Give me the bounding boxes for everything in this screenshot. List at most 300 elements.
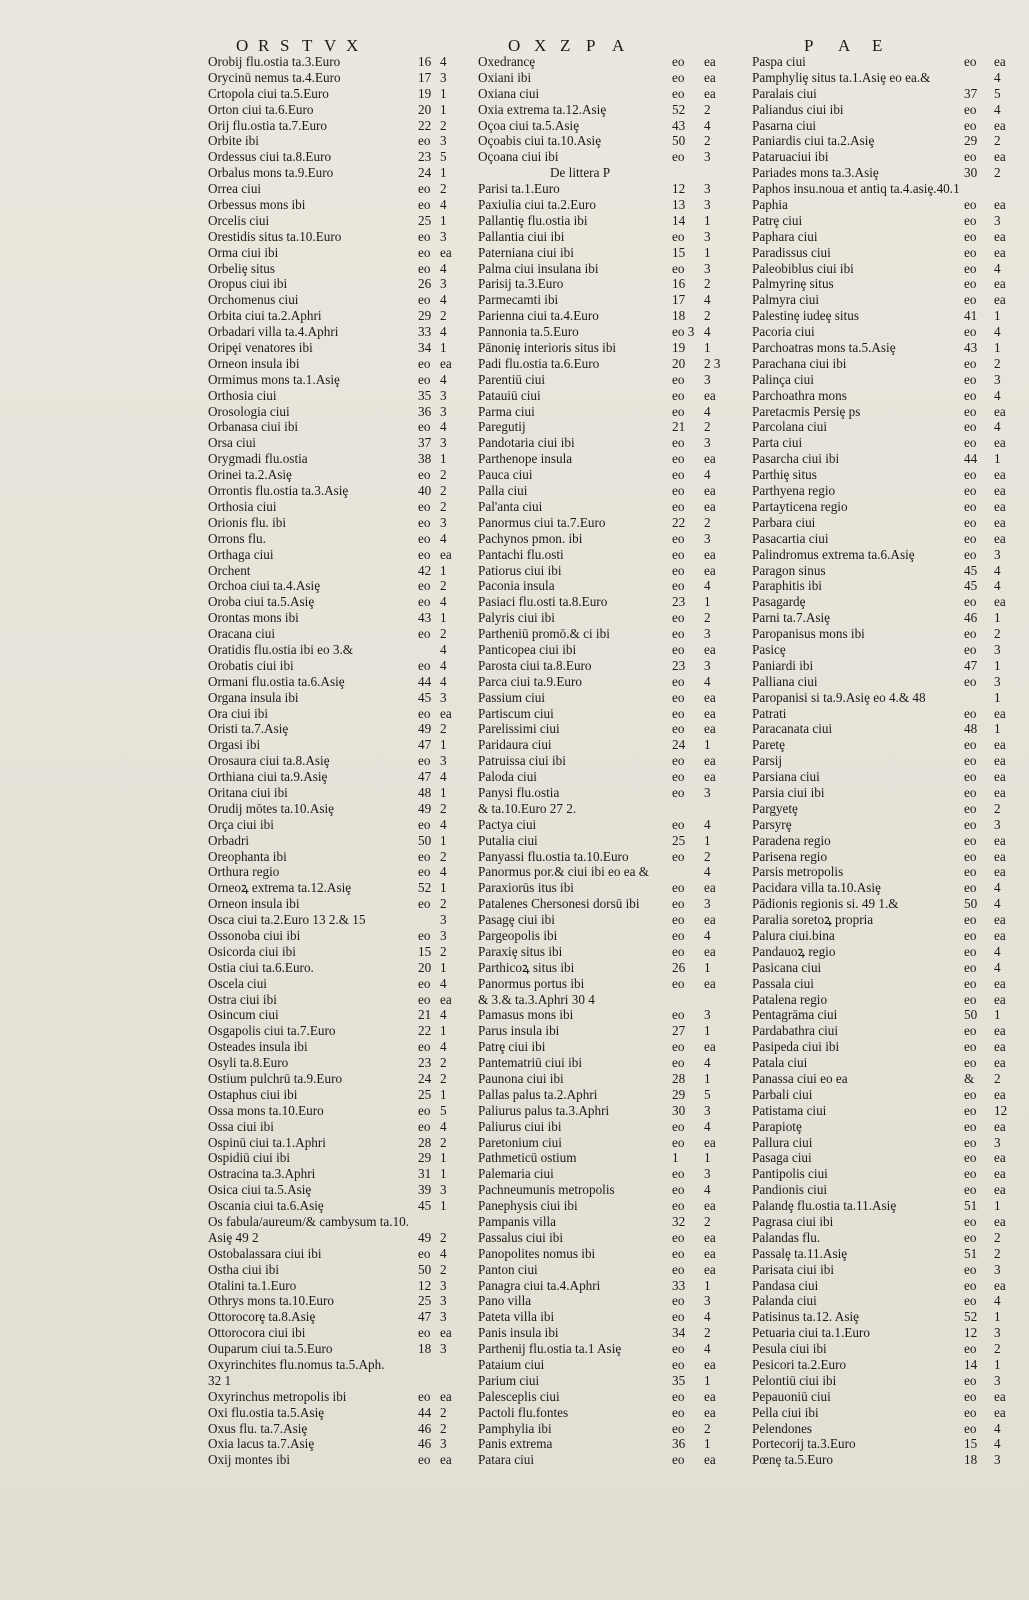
entry-section: 2 — [704, 101, 711, 117]
entry-page: eo — [672, 641, 685, 657]
entry-name: Oxiana ciui — [478, 85, 540, 101]
entry-name: Parchoatras mons ta.5.Asiȩ — [752, 340, 896, 356]
entry-name: Orton ciui ta.6.Euro — [208, 101, 314, 117]
entry-name: Osgapolis ciui ta.7.Euro — [208, 1023, 336, 1039]
entry-section: 4 — [440, 673, 447, 689]
entry-section: ea — [994, 912, 1006, 928]
entry-section: ea — [704, 721, 716, 737]
entry-name: Orudij mōtes ta.10.Asiȩ — [208, 800, 334, 816]
entry-page: 28 — [418, 1134, 432, 1150]
entry-section: 1 — [704, 1372, 711, 1388]
entry-name: Ouparum ciui ta.5.Euro — [208, 1341, 333, 1357]
entry-name: Pathmeticū ostium — [478, 1150, 577, 1166]
entry-section: 4 — [994, 419, 1001, 435]
entry-page: eo — [964, 467, 977, 483]
entry-name: Pactya ciui — [478, 816, 537, 832]
entry-page: 45 — [418, 689, 432, 705]
entry-section: 2 — [704, 419, 711, 435]
entry-section: 1 — [704, 1150, 711, 1166]
entry-name: Paspa ciui — [752, 54, 806, 69]
entry-name: Parcolana ciui — [752, 419, 828, 435]
entry-page: eo — [964, 673, 977, 689]
entry-page: eo — [964, 753, 977, 769]
entry-section: 3 — [994, 371, 1001, 387]
entry-name: Parthenope insula — [478, 451, 573, 467]
entry-page: 50 — [964, 1007, 978, 1023]
entry-section: 3 — [994, 1325, 1001, 1341]
entry-section: ea — [704, 1245, 716, 1261]
entry-page: eo — [964, 514, 977, 530]
entry-page: 14 — [672, 212, 686, 228]
entry-page: eo — [672, 54, 685, 69]
entry-section: 2 — [440, 943, 447, 959]
entry-section: ea — [994, 1086, 1006, 1102]
entry-name: Oçoa ciui ta.5.Asiȩ — [478, 117, 580, 133]
entry-page: eo — [672, 927, 685, 943]
entry-section: ea — [440, 1452, 452, 1468]
entry-name: Parsyrȩ — [752, 816, 792, 832]
entry-page: eo — [418, 816, 431, 832]
entry-name: Paropanisi si ta.9.Asiȩ eo 4.& 48 — [752, 689, 926, 705]
entry-page: eo — [964, 1214, 977, 1230]
entry-name: Parsij — [752, 753, 783, 769]
entry-name: Parthiȩ situs — [752, 467, 817, 483]
entry-name: Pasacartia ciui — [752, 530, 829, 546]
entry-page: eo — [672, 69, 685, 85]
entry-name: Oxyrinchus metropolis ibi — [208, 1388, 347, 1404]
entry-section: 4 — [704, 1055, 711, 1071]
entry-section: ea — [704, 641, 716, 657]
entry-page: eo — [672, 705, 685, 721]
entry-section: 3 — [704, 149, 711, 165]
header-letter: T — [302, 36, 313, 55]
entry-section: 1 — [994, 689, 1001, 705]
entry-page: eo — [418, 546, 431, 562]
entry-section: 4 — [440, 371, 447, 387]
entry-section: 4 — [704, 324, 711, 340]
entry-section: 2 — [704, 1325, 711, 1341]
entry-section: 3 — [994, 641, 1001, 657]
entry-page: eo — [672, 673, 685, 689]
entry-section: ea — [704, 912, 716, 928]
entry-name: Palyris ciui ibi — [478, 610, 555, 626]
entry-name: Palindromus extrema ta.6.Asiȩ — [752, 546, 915, 562]
entry-name: Pasicȩ — [752, 641, 786, 657]
entry-name: Orbanasa ciui ibi — [208, 419, 299, 435]
entry-page: 47 — [418, 769, 432, 785]
entry-section: 2 — [440, 181, 447, 197]
entry-section: 3 — [440, 133, 447, 149]
entry-name: Oxedrancȩ — [478, 54, 536, 69]
entry-section: ea — [994, 1039, 1006, 1055]
entry-page: 44 — [418, 673, 432, 689]
entry-page: eo — [418, 181, 431, 197]
entry-name: Orbadri — [208, 832, 250, 848]
entry-name: Pœnȩ ta.5.Euro — [752, 1452, 833, 1468]
entry-page: eo — [964, 101, 977, 117]
entry-name: Pasipeda ciui ibi — [752, 1039, 840, 1055]
entry-page: eo — [418, 244, 431, 260]
entry-section: 4 — [440, 816, 447, 832]
entry-section: 1 — [440, 1086, 447, 1102]
entry-name: Pasicana ciui — [752, 959, 822, 975]
entry-section: ea — [704, 705, 716, 721]
entry-name: Paraxiorūs itus ibi — [478, 880, 574, 896]
entry-name: Orbita ciui ta.2.Aphri — [208, 308, 322, 324]
entry-section: 4 — [704, 816, 711, 832]
entry-name: Paphos insu.noua et antiq ta.4.asiȩ.40.1 — [752, 181, 960, 197]
entry-page: eo — [964, 641, 977, 657]
entry-section: 3 — [704, 626, 711, 642]
entry-page: eo — [672, 1166, 685, 1182]
entry-name: Osicorda ciui ibi — [208, 943, 296, 959]
entry-section: 1 — [704, 244, 711, 260]
entry-page: eo — [964, 197, 977, 213]
entry-section: 1 — [994, 657, 1001, 673]
entry-page: eo — [964, 244, 977, 260]
entry-page: eo — [418, 626, 431, 642]
header-letter: S — [280, 36, 290, 55]
entry-section: 2 — [994, 1341, 1001, 1357]
entry-page: eo — [964, 435, 977, 451]
entry-section: 2 — [440, 1134, 447, 1150]
entry-page: eo — [418, 594, 431, 610]
entry-section: ea — [994, 54, 1006, 69]
entry-section: ea — [704, 1404, 716, 1420]
entry-section: ea — [440, 991, 452, 1007]
entry-section: ea — [994, 530, 1006, 546]
entry-name: Pesula ciui ibi — [752, 1341, 827, 1357]
entry-name: Orbeliȩ situs — [208, 260, 276, 276]
entry-page: 20 — [418, 101, 432, 117]
entry-section: 4 — [704, 1182, 711, 1198]
entry-page: 50 — [964, 896, 978, 912]
entry-page: eo — [672, 228, 685, 244]
entry-page: 42 — [418, 562, 432, 578]
header-col-1 — [236, 36, 368, 56]
entry-name: Pantematriū ciui ibi — [478, 1055, 583, 1071]
entry-section: 2 — [704, 308, 711, 324]
entry-section: 1 — [704, 212, 711, 228]
entry-section: 2 3 — [704, 355, 721, 371]
entry-page: eo — [964, 1420, 977, 1436]
entry-name: Parium ciui — [478, 1372, 540, 1388]
entry-section: 1 — [704, 1436, 711, 1452]
entry-section: ea — [704, 1261, 716, 1277]
entry-section: 2 — [440, 483, 447, 499]
entry-name: Paphia — [752, 197, 788, 213]
entry-section: ea — [994, 498, 1006, 514]
entry-name: Pallas palus ta.2.Aphri — [478, 1086, 598, 1102]
entry-name: Pella ciui ibi — [752, 1404, 819, 1420]
header-letter: R — [258, 36, 270, 55]
entry-page: eo — [964, 1341, 977, 1357]
entry-section: 1 — [440, 451, 447, 467]
entry-name: Pānoniȩ interioris situs ibi — [478, 340, 617, 356]
entry-section: 4 — [440, 594, 447, 610]
entry-page: eo — [418, 419, 431, 435]
entry-page: eo — [418, 975, 431, 991]
entry-name: Pandasa ciui — [752, 1277, 819, 1293]
entry-section: 3 — [994, 1261, 1001, 1277]
entry-page: eo — [964, 880, 977, 896]
entry-section: 2 — [440, 467, 447, 483]
entry-name: Parisij ta.3.Euro — [478, 276, 564, 292]
entry-page: eo — [964, 260, 977, 276]
entry-page: eo — [964, 1134, 977, 1150]
entry-name: Parapiotȩ — [752, 1118, 802, 1134]
entry-section: 1 — [440, 784, 447, 800]
entry-section: 1 — [440, 85, 447, 101]
entry-page: 29 — [672, 1086, 686, 1102]
entry-section: 4 — [440, 657, 447, 673]
entry-name: Pasiaci flu.osti ta.8.Euro — [478, 594, 608, 610]
entry-page: 38 — [418, 451, 432, 467]
entry-section: ea — [704, 1229, 716, 1245]
entry-name: Ormimus mons ta.1.Asiȩ — [208, 371, 340, 387]
entry-page: 51 — [964, 1245, 978, 1261]
entry-page: eo — [964, 991, 977, 1007]
entry-name: Paralais ciui — [752, 85, 817, 101]
entry-section: 2 — [704, 133, 711, 149]
entry-page: 23 — [672, 657, 686, 673]
entry-section: 2 — [704, 514, 711, 530]
entry-page: eo — [672, 1229, 685, 1245]
entry-page: eo — [672, 562, 685, 578]
entry-section: 3 — [704, 260, 711, 276]
entry-section: 1 — [704, 1277, 711, 1293]
header-letter: A — [838, 36, 851, 55]
entry-page: eo — [964, 1086, 977, 1102]
entry-name: Parbara ciui — [752, 514, 816, 530]
entry-section: ea — [994, 1166, 1006, 1182]
entry-page: eo — [418, 1118, 431, 1134]
entry-name: Orneon insula ibi — [208, 896, 300, 912]
entry-page: eo — [672, 387, 685, 403]
entry-page: eo — [418, 467, 431, 483]
entry-section: ea — [994, 705, 1006, 721]
entry-section: 3 — [704, 1166, 711, 1182]
entry-section: 3 — [440, 753, 447, 769]
entry-section: 4 — [994, 324, 1001, 340]
entry-section: 4 — [440, 641, 447, 657]
entry-name: Palura ciui.bina — [752, 927, 835, 943]
entry-page: eo — [672, 896, 685, 912]
entry-name: Palestinȩ iudeȩ situs — [752, 308, 859, 324]
entry-name: Paliurus palus ta.3.Aphri — [478, 1102, 610, 1118]
entry-section: 2 — [994, 355, 1001, 371]
entry-section: 1 — [994, 1198, 1001, 1214]
entry-section: ea — [994, 769, 1006, 785]
entry-page: eo — [964, 276, 977, 292]
entry-section: ea — [440, 705, 452, 721]
entry-section: 4 — [704, 1309, 711, 1325]
entry-page: 46 — [418, 1420, 432, 1436]
entry-name: Othrys mons ta.10.Euro — [208, 1293, 335, 1309]
entry-section: 4 — [994, 69, 1001, 85]
entry-section: ea — [994, 1023, 1006, 1039]
entry-section: ea — [704, 387, 716, 403]
entry-name: Osincum ciui — [208, 1007, 279, 1023]
entry-page: 22 — [418, 117, 432, 133]
entry-name: Pallantia ciui ibi — [478, 228, 565, 244]
entry-section: 2 — [440, 896, 447, 912]
entry-page: eo — [672, 1388, 685, 1404]
entry-name: Pelendones — [752, 1420, 813, 1436]
entry-name: Passala ciui — [752, 975, 814, 991]
entry-page: 32 — [672, 1214, 686, 1230]
entry-name: Pandionis ciui — [752, 1182, 828, 1198]
entry-section: 2 — [704, 276, 711, 292]
entry-section: 3 — [704, 181, 711, 197]
entry-name: Parelissimi ciui — [478, 721, 560, 737]
entry-name: Pandauoꝝ regio — [752, 943, 836, 959]
entry-section: 4 — [994, 943, 1001, 959]
entry-name: Palandas flu. — [752, 1229, 821, 1245]
header-letter: O — [236, 36, 249, 55]
entry-section: ea — [994, 594, 1006, 610]
entry-name: Pannonia ta.5.Euro — [478, 324, 579, 340]
entry-page: eo — [672, 498, 685, 514]
entry-name: Padi flu.ostia ta.6.Euro — [478, 355, 600, 371]
entry-page: 50 — [418, 1261, 432, 1277]
entry-name: Orrons flu. — [208, 530, 266, 546]
entry-section: ea — [704, 1198, 716, 1214]
entry-section: 1 — [704, 959, 711, 975]
entry-page: eo — [418, 228, 431, 244]
entry-name: & ta.10.Euro 27 2. — [478, 800, 577, 816]
entry-page: eo — [418, 355, 431, 371]
entry-name: Panis insula ibi — [478, 1325, 559, 1341]
entry-page: eo — [964, 832, 977, 848]
entry-section: ea — [994, 975, 1006, 991]
entry-name: Ostracina ta.3.Aphri — [208, 1166, 316, 1182]
entry-section: 3 — [704, 228, 711, 244]
entry-page: eo — [418, 578, 431, 594]
entry-page: 17 — [418, 69, 432, 85]
entry-name: Pesicori ta.2.Euro — [752, 1357, 847, 1373]
entry-page: eo — [672, 1293, 685, 1309]
entry-name: Oxus flu. ta.7.Asiȩ — [208, 1420, 308, 1436]
entry-section: 4 — [994, 880, 1001, 896]
entry-section: 1 — [994, 721, 1001, 737]
entry-name: Pasarna ciui — [752, 117, 817, 133]
entry-page: eo — [418, 530, 431, 546]
entry-page: 47 — [964, 657, 978, 673]
entry-page: 27 — [672, 1023, 686, 1039]
entry-section: 1 — [440, 1198, 447, 1214]
entry-page: 12 — [964, 1325, 978, 1341]
entry-section: 1 — [994, 1357, 1001, 1373]
entry-page: 24 — [418, 165, 432, 181]
entry-page: eo — [964, 975, 977, 991]
entry-page: 29 — [964, 133, 978, 149]
entry-section: ea — [994, 1277, 1006, 1293]
entry-page: 24 — [672, 737, 686, 753]
entry-name: Orbadari villa ta.4.Aphri — [208, 324, 339, 340]
entry-name: Paleobiblus ciui ibi — [752, 260, 854, 276]
entry-name: Paridaura ciui — [478, 737, 552, 753]
entry-page: eo — [672, 816, 685, 832]
entry-page: eo — [418, 864, 431, 880]
entry-name: Orthiana ciui ta.9.Asiȩ — [208, 769, 328, 785]
entry-section: ea — [994, 292, 1006, 308]
entry-page: 18 — [418, 1341, 432, 1357]
entry-section: 3 — [994, 212, 1001, 228]
entry-name: Paretonium ciui — [478, 1134, 562, 1150]
entry-section: 3 — [440, 1436, 447, 1452]
entry-section: 3 — [994, 673, 1001, 689]
entry-page: eo — [964, 1229, 977, 1245]
entry-page: eo — [672, 546, 685, 562]
entry-page: eo — [672, 435, 685, 451]
entry-name: Pardabathra ciui — [752, 1023, 839, 1039]
entry-section: 4 — [994, 959, 1001, 975]
entry-name: Oçoana ciui ibi — [478, 149, 559, 165]
entry-name: Pasagardȩ — [752, 594, 806, 610]
entry-page: 25 — [418, 212, 432, 228]
entry-section: 2 — [440, 117, 447, 133]
entry-name: Orbessus mons ibi — [208, 197, 306, 213]
entry-page: eo — [418, 1102, 431, 1118]
entry-name: Parachana ciui ibi — [752, 355, 847, 371]
entry-section: 4 — [704, 673, 711, 689]
entry-page: 18 — [964, 1452, 978, 1468]
entry-name: Patara ciui — [478, 1452, 535, 1468]
entry-name: Passium ciui — [478, 689, 546, 705]
entry-page: 30 — [964, 165, 978, 181]
entry-name: Ostaphus ciui ibi — [208, 1086, 298, 1102]
entry-section: 3 — [704, 1102, 711, 1118]
entry-section: ea — [994, 991, 1006, 1007]
entry-name: Pactoli flu.fontes — [478, 1404, 569, 1420]
entry-name: Orchoa ciui ta.4.Asiȩ — [208, 578, 321, 594]
entry-name: Oxyrinchites flu.nomus ta.5.Aph. — [208, 1357, 385, 1373]
entry-name: Orontas mons ibi — [208, 610, 299, 626]
entry-section: 4 — [440, 1007, 447, 1023]
entry-section: 4 — [440, 260, 447, 276]
entry-page: 17 — [672, 292, 686, 308]
entry-page: 26 — [418, 276, 432, 292]
entry-name: Oropus ciui ibi — [208, 276, 288, 292]
entry-name: Partiscum ciui — [478, 705, 554, 721]
entry-page: eo — [418, 657, 431, 673]
entry-section: ea — [994, 737, 1006, 753]
entry-section: 2 — [704, 1214, 711, 1230]
entry-section: ea — [994, 1214, 1006, 1230]
entry-name: Organa insula ibi — [208, 689, 299, 705]
entry-section: ea — [994, 832, 1006, 848]
entry-name: Orma ciui ibi — [208, 244, 279, 260]
entry-name: Panyassi flu.ostia ta.10.Euro — [478, 848, 629, 864]
entry-name: Paterniana ciui ibi — [478, 244, 574, 260]
entry-page: eo — [418, 753, 431, 769]
entry-page: eo — [964, 1166, 977, 1182]
entry-name: Ospidiū ciui ibi — [208, 1150, 291, 1166]
entry-page: eo — [964, 800, 977, 816]
entry-page: eo — [964, 784, 977, 800]
entry-name: Paniardi ibi — [752, 657, 814, 673]
entry-page: eo — [964, 927, 977, 943]
entry-name: Parsia ciui ibi — [752, 784, 825, 800]
entry-name: Pasaga ciui — [752, 1150, 812, 1166]
entry-name: Pasagȩ ciui ibi — [478, 912, 555, 928]
entry-page: eo — [964, 54, 977, 69]
entry-name: Orosaura ciui ta.8.Asiȩ — [208, 753, 330, 769]
entry-name: Pagrasa ciui ibi — [752, 1214, 834, 1230]
entry-name: Orchomenus ciui — [208, 292, 299, 308]
entry-name: Panton ciui — [478, 1261, 538, 1277]
